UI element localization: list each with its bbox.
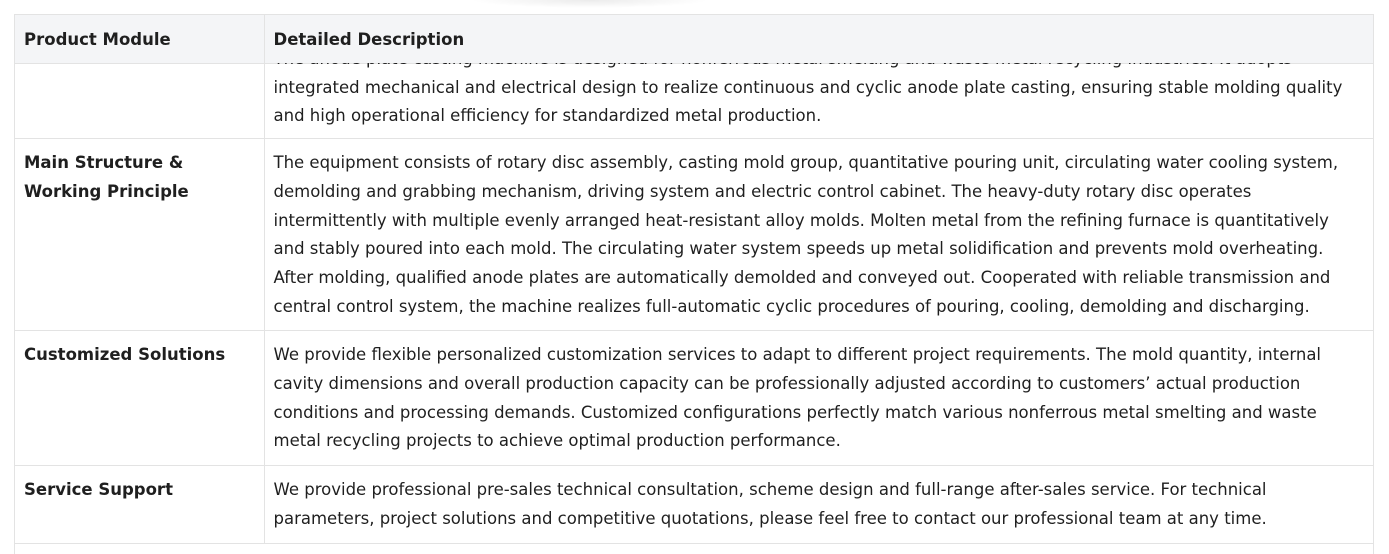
row-module-cell: Service Support [15,466,264,543]
row-module-cell: Customized Solutions [15,331,264,466]
header-product-module: Product Module [15,15,264,64]
row-description-cell: We provide flexible personalized customization services to adapt to different project requirements. The mold quantity, internal cavity dimensions and overall production capacity can be professionally adjusted according to customers’ actual production conditions and processing demands. Customized configurations perfectly match various nonferrous metal smelting and waste metal recycling projects to achieve optimal production performance. [264,331,1373,466]
table-header-row [15,15,1373,64]
row-description-cell: We provide professional pre-sales technical consultation, scheme design and full-range after-sales service. For technical parameters, project solutions and competitive quotations, please feel free to contact our professional team at any time. [264,466,1373,543]
overlay-shadow [470,0,710,8]
table-row [15,466,1373,543]
table-row [15,139,1373,331]
row-module-cell [15,64,264,139]
table-row [15,331,1373,466]
product-table-container[interactable] [14,14,1374,554]
row-description-cell [264,64,1373,139]
row-description-cell: The equipment consists of rotary disc assembly, casting mold group, quantitative pouring unit, circulating water cooling system, demolding and grabbing mechanism, driving system and electric control cabinet. The heavy-duty rotary disc operates intermittently with multiple evenly arranged heat-resistant alloy molds. Molten metal from the refining furnace is quantitatively and stably poured into each mold. The circulating water system speeds up metal solidification and prevents mold overheating. After molding, qualified anode plates are automatically demolded and conveyed out. Cooperated with reliable transmission and central control system, the machine realizes full-automatic cyclic procedures of pouring, cooling, demolding and discharging. [264,139,1373,331]
header-detailed-description: Detailed Description [264,15,1373,64]
row-description-text: integrated mechanical and electrical design to realize continuous and cyclic anode plate casting, ensuring stable molding quality and high operational efficiency for standardized metal production. [273,77,1343,126]
row-module-cell: Main Structure & Working Principle [15,139,264,331]
product-table [15,15,1373,544]
table-row [15,64,1373,139]
